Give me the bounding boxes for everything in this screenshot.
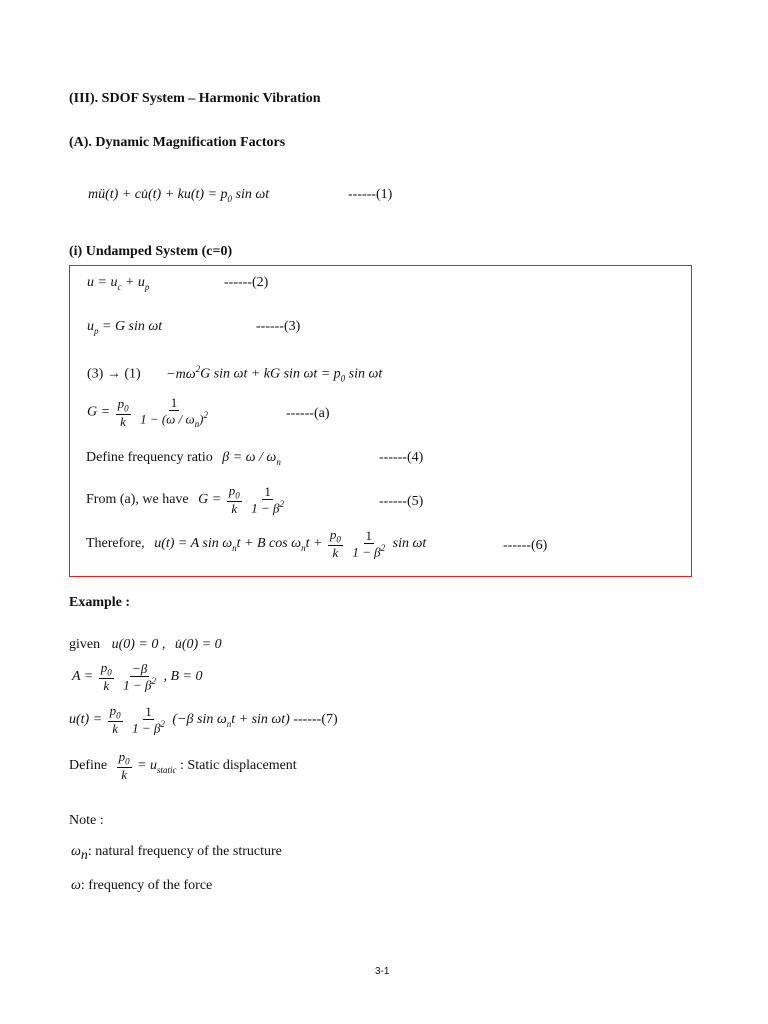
equation-2-number: ------(2) xyxy=(224,275,269,290)
note-natural-frequency: $\omega_n$: natural frequency of the structure xyxy=(71,844,282,863)
equation-3-number: ------(3) xyxy=(256,319,301,334)
equation-a-number: ------(a) xyxy=(286,406,330,421)
example-heading: Example : xyxy=(69,595,131,610)
coefficients-a-b: A = $\frac{p_0}{k}$ $\frac{-\beta}{1 - \beta^2}$ , B = 0 xyxy=(72,660,203,694)
static-displacement-definition: Define $\frac{p_0}{k}$ = $u_{static}$ : Static displacement xyxy=(69,749,297,783)
section-heading-a: (A). Dynamic Magnification Factors xyxy=(69,135,286,150)
note-heading: Note : xyxy=(69,813,104,828)
initial-conditions: given u(0) = 0 , u̇(0) = 0 xyxy=(69,637,222,652)
equation-1-number: ------(1) xyxy=(348,187,393,202)
note-force-frequency: ω: frequency of the force xyxy=(71,878,213,893)
equation-6: Therefore, u(t) = A $\sin \omega_nt + B$ $\cos \omega_nt$ + $\frac{p_0}{k}$ $\frac{1}{1 - \beta^2}$ sin ωt xyxy=(86,527,427,561)
undamped-heading: (i) Undamped System (c=0) xyxy=(69,244,233,259)
equation-2: $u = u_c + u_p$ xyxy=(87,275,150,292)
equation-5: From (a), we have G = $\frac{p_0}{k}$ $\frac{1}{1 - \beta^2}$ xyxy=(86,483,284,517)
equation-1: mü(t) + cu̇(t) + $ku(t) = p_0$ sin ωt xyxy=(88,187,270,204)
equation-4: Define frequency ratio $\beta = \omega / \omega_n$ xyxy=(86,450,281,467)
substitution-equation: $(3) \to (1) -m\omega^2G$ sin ωt + kG $\sin \omega t = p_0$ sin ωt xyxy=(87,364,383,384)
equation-6-number: ------(6) xyxy=(503,538,548,553)
equation-3: $u_p = G$ sin ωt xyxy=(87,319,163,336)
equation-7: u(t) = $\frac{p_0}{k}$ $\frac{1}{1 - \beta^2}$ (−β $\sin \omega_nt + \sin \omega t$) ------(7) xyxy=(69,703,338,737)
equation-a: G = $\frac{p_0}{k}$ $\frac{1}{1 - (\omega / \omega_n)^2}$ xyxy=(87,395,208,429)
page-number: 3-1 xyxy=(375,966,390,977)
equation-5-number: ------(5) xyxy=(379,494,424,509)
equation-4-number: ------(4) xyxy=(379,450,424,465)
page-title: (III). SDOF System – Harmonic Vibration xyxy=(69,91,321,106)
